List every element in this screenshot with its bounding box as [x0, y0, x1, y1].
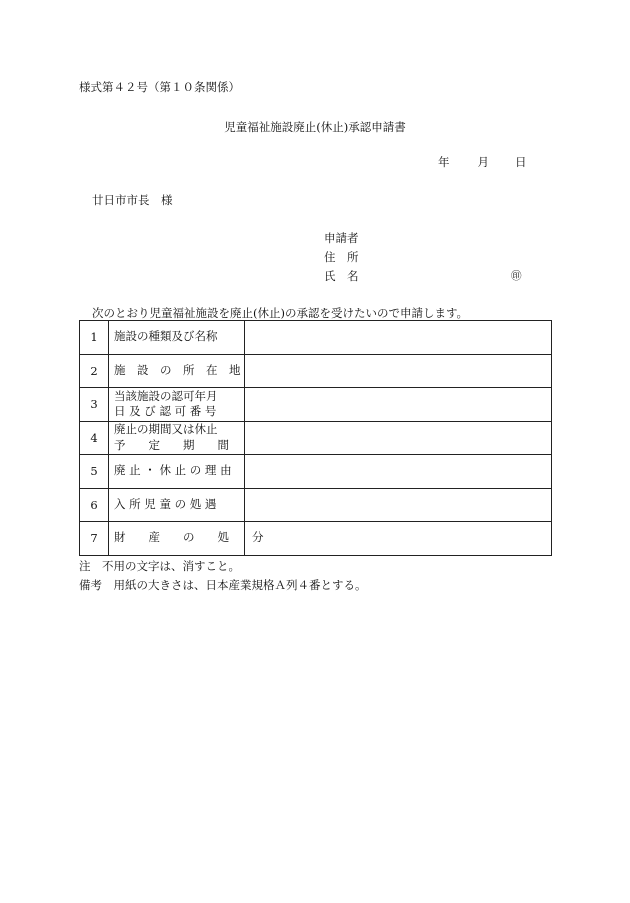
seal-mark: ㊞: [511, 270, 522, 282]
item-label-line: 入 所 児 童 の 処 遇: [114, 496, 217, 511]
value-field[interactable]: [245, 488, 552, 522]
address-label: 住 所: [324, 250, 359, 264]
row-number: 3: [80, 388, 109, 422]
name-label: 氏 名: [324, 269, 359, 283]
item-label-cell: [109, 522, 264, 556]
item-label-cell: [109, 455, 245, 489]
row-number: 4: [80, 421, 109, 455]
table-row: [80, 321, 552, 355]
item-label-cell: [109, 321, 245, 355]
value-field[interactable]: [245, 455, 552, 489]
item-label-cell: [109, 421, 245, 455]
value-field[interactable]: [245, 421, 552, 455]
item-label-line: 当該施設の認可年月: [114, 388, 218, 403]
table-row: [80, 488, 552, 522]
row-number: 2: [80, 354, 109, 388]
footnote: 注 不用の文字は、消すこと。: [79, 559, 240, 573]
document-title: 児童福祉施設廃止(休止)承認申請書: [224, 120, 406, 134]
row-number: 7: [80, 522, 109, 556]
row-number: 1: [80, 321, 109, 355]
value-field[interactable]: [245, 354, 552, 388]
item-label-line: 廃止の期間又は休止: [114, 422, 218, 437]
intro-statement: 次のとおり児童福祉施設を廃止(休止)の承認を受けたいので申請します。: [92, 306, 469, 320]
value-field[interactable]: [245, 388, 552, 422]
item-label-cell: [109, 388, 245, 422]
addressee: 廿日市市長 様: [92, 193, 173, 207]
item-label-line: 日 及 び 認 可 番 号: [114, 404, 217, 419]
application-table: [79, 320, 552, 556]
applicant-label: 申請者: [324, 231, 359, 245]
table-row: [80, 388, 552, 422]
item-label-line: 施設の種類及び名称: [114, 329, 218, 344]
date-day-label: 日: [515, 155, 527, 169]
table-row: [80, 421, 552, 455]
item-label-line: 財 産 の 処 分: [114, 530, 264, 545]
table-row: [80, 354, 552, 388]
row-number: 6: [80, 488, 109, 522]
item-label-line: 廃 止 ・ 休 止 の 理 由: [114, 463, 232, 478]
form-number: 様式第４２号（第１０条関係）: [79, 80, 240, 94]
item-label-line: 施 設 の 所 在 地: [114, 362, 241, 377]
item-label-cell: [109, 488, 245, 522]
item-label-cell: [109, 354, 245, 388]
date-line: [438, 157, 527, 169]
table-row: [80, 522, 552, 556]
table-row: [80, 455, 552, 489]
date-year-label: 年: [438, 155, 450, 169]
remarks: 備考 用紙の大きさは、日本産業規格Ａ列４番とする。: [79, 578, 367, 592]
item-label-line: 予 定 期 間: [114, 437, 229, 452]
row-number: 5: [80, 455, 109, 489]
value-field[interactable]: [245, 321, 552, 355]
date-month-label: 月: [477, 155, 489, 169]
value-field[interactable]: [245, 522, 552, 556]
